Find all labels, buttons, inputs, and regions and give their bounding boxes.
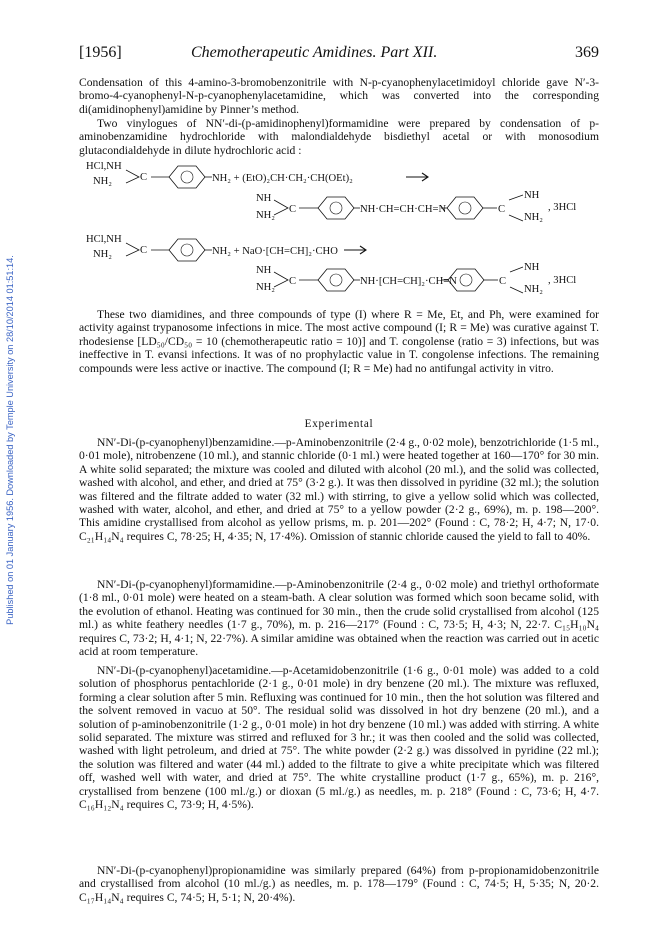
r2-product-ring-left	[318, 269, 354, 291]
results-paragraph: These two diamidines, and three compounds of type (I) where R = Me, Et, and Ph, were examined for activity against trypanosome infections in mice. The most active compound (I; R = Me) was curative against T. rhodesiense [LD₅₀/CD₅₀ = 10 (chemotherapeutic ratio = 10)] and T. congolense (ratio = 3) infections, but was ineffective in T. evansi infections. It was of no prophylactic value in T. congolense infections. The remaining compounds were less active or inactive. The compound (I; R = Me) had no antifungal activity in vitro.	[79, 308, 599, 375]
r2-product-left-top: NH	[256, 265, 272, 276]
experimental-paragraph-benzamidine: NN′-Di-(p-cyanophenyl)benzamidine.—p-Aminobenzonitrile (2·4 g., 0·02 mole), benzotrichloride (1·5 ml., 0·01 mole), nitrobenzene (10 ml.), and stannic chloride (0·1 ml.) were heated together at 160—170° for 30 min. A white solid separated; the mixture was cooled and diluted with alcohol (20 ml.), and the solid was collected, washed with alcohol, and ether, and dried at 75° (3·2 g.). It was then dissolved in pyridine (32 ml.); the solution was filtered and the filtrate added to water (32 ml.) with stirring, to give a yellow solid which was collected, washed with water, alcohol, and ether, and dried at 75° to a yellow powder (2·2 g., 69%), m. p. 198—200°. This amidine crystallised from alcohol as yellow prisms, m. p. 201—202° (Found : C, 78·2; H, 4·7; N, 17·0. C₂₁H₁₄N₄ requires C, 78·25; H, 4·35; N, 17·4%). Omission of stannic chloride caused the yield to fall to 40%.	[79, 436, 599, 543]
r1-carbon-label: C	[140, 172, 148, 183]
r1-product-right-top: NH	[524, 190, 540, 201]
r1-product-middle-chain: NH·CH=CH·CH=N	[360, 204, 447, 215]
r2-left-top-label: HCl,NH	[86, 234, 122, 245]
r1-benzene-ring	[169, 166, 205, 188]
r2-product-carbon-left: C	[289, 276, 297, 287]
download-side-note	[0, 120, 16, 760]
reaction-scheme-svg	[86, 160, 596, 305]
r1-product-left-bond	[274, 200, 288, 215]
r1-left-top-label: HCl,NH	[86, 161, 122, 172]
side-note-text: Published on 01 January 1956. Downloaded by Temple University on 28/10/2014 01:51:14.	[5, 255, 15, 625]
r2-product-middle-chain: NH·[CH=CH]₂·CH=N	[360, 276, 457, 287]
r1-reaction-arrow	[406, 173, 428, 181]
r2-product-right-bond	[510, 267, 523, 293]
experimental-heading: Experimental	[304, 418, 374, 430]
r2-product-right-top: NH	[524, 262, 540, 273]
r1-product-ring-right	[447, 197, 483, 219]
r2-amine-reagent: NH₂ + NaO·[CH=CH]₂·CHO	[212, 246, 338, 257]
r2-product-carbon-right: C	[499, 276, 507, 287]
r1-product-right-bond	[509, 195, 523, 221]
r2-carbon-label: C	[140, 245, 148, 256]
r1-product-left-top: NH	[256, 193, 272, 204]
r2-product-right-bottom: NH₂	[524, 284, 543, 295]
r1-product-right-bottom: NH₂	[524, 212, 543, 223]
r2-product-ring-left-circle	[330, 274, 342, 286]
r2-benzene-ring	[169, 239, 205, 261]
r2-left-bottom-label: NH₂	[93, 249, 112, 260]
experimental-paragraph-acetamidine: NN′-Di-(p-cyanophenyl)acetamidine.—p-Acetamidobenzonitrile (1·6 g., 0·01 mole) was added to a cold solution of phosphorus pentachloride (2·1 g., 0·01 mole) in dry benzene (20 ml.). The mixture was refluxed, forming a clear solution after 5 min. Refluxing was continued for 10 min., then the hot solution was filtered and the solvent removed in vacuo at 50°. The residual solid was dissolved in hot dry benzene (20 ml.), and a solution of p-aminobenzonitrile (1·2 g., 0·01 mole) in hot dry benzene (10 ml.) was added with stirring. A white solid separated. The mixture was stirred and refluxed for 3 hr.; it was then cooled and the solid was collected, washed with light petroleum, and dried at 75°. The white powder (2·2 g.) was dissolved in pyridine (22 ml.); the solution was filtered and water (44 ml.) added to the filtrate to give a white precipitate which was filtered off, washed well with water, and dried at 75°. The white crystalline product (1·7 g., 65%), m. p. 216°, crystallised from benzene (100 ml./g.) or dioxan (5 ml./g.) as needles, m. p. 218° (Found : C, 73·6; H, 4·7. C₁₆H₁₂N₄ requires C, 73·9; H, 4·5%).	[79, 664, 599, 812]
r1-product-ring-left-circle	[330, 202, 342, 214]
header-year: [1956]	[79, 44, 122, 61]
r2-product-salt: , 3HCl	[548, 275, 577, 286]
intro-paragraph-2: Two vinylogues of NN′-di-(p-amidinophenyl)formamidine were prepared by condensation of p-aminobenzamidine hydrochloride with malondialdehyde bisdiethyl acetal or with monosodium glutacondialdehyde in dilute hydrochloric acid :	[79, 117, 599, 157]
r2-ring-circle	[181, 244, 193, 256]
experimental-paragraph-propionamidine: NN′-Di-(p-cyanophenyl)propionamidine was similarly prepared (64%) from p-propionamidobenzonitrile and crystallised from alcohol (10 ml./g.) as needles, m. p. 178—179° (Found : C, 74·5; H, 5·35; N, 20·2. C₁₇H₁₄N₄ requires C, 74·5; H, 5·1; N, 20·4%).	[79, 864, 599, 904]
header-title: Chemotherapeutic Amidines. Part XII.	[191, 44, 438, 61]
r1-amine-reagent: NH₂ + (EtO)₂CH·CH₂·CH(OEt)₂	[212, 173, 353, 184]
r2-amidine-bond	[126, 243, 139, 256]
r2-product-left-bond	[274, 272, 288, 287]
r2-product-ring-right-circle	[460, 274, 472, 286]
running-header	[79, 44, 599, 64]
page-number: 369	[575, 44, 599, 61]
r1-product-left-bottom: NH₂	[256, 210, 275, 221]
r2-product-left-bottom: NH₂	[256, 282, 275, 293]
r1-product-ring-left	[318, 197, 354, 219]
r1-product-carbon-right: C	[498, 204, 506, 215]
r1-left-bottom-label: NH₂	[93, 176, 112, 187]
r1-amidine-bond	[126, 170, 139, 183]
r1-product-ring-right-circle	[459, 202, 471, 214]
experimental-paragraph-formamidine: NN′-Di-(p-cyanophenyl)formamidine.—p-Aminobenzonitrile (2·4 g., 0·02 mole) and triethyl orthoformate (1·8 ml., 0·01 mole) were heated on a steam-bath. A clear solution was formed which soon became solid, with the evolution of ethanol. Heating was continued for 30 min., then the crude solid crystallised from alcohol (125 ml.) as white feathery needles (1·7 g., 70%), m. p. 216—217° (Found : C, 73·5; H, 4·3; N, 22·7. C₁₅H₁₀N₄ requires C, 73·2; H, 4·1; N, 22·7%). A similar amidine was obtained when the reaction was carried out in acetic acid at room temperature.	[79, 578, 599, 659]
r1-product-carbon-left: C	[289, 204, 297, 215]
reaction-scheme	[86, 160, 596, 305]
r2-reaction-arrow	[344, 246, 366, 254]
intro-paragraph-1: Condensation of this 4-amino-3-bromobenzonitrile with N-p-cyanophenylacetimidoyl chloride gave N′-3-bromo-4-cyanophenyl-N-p-cyanophenylacetamidine, which was converted into the corresponding di(amidinophenyl)amidine by Pinner’s method.	[79, 76, 599, 116]
r1-ring-circle	[181, 171, 193, 183]
r1-product-salt: , 3HCl	[548, 202, 577, 213]
